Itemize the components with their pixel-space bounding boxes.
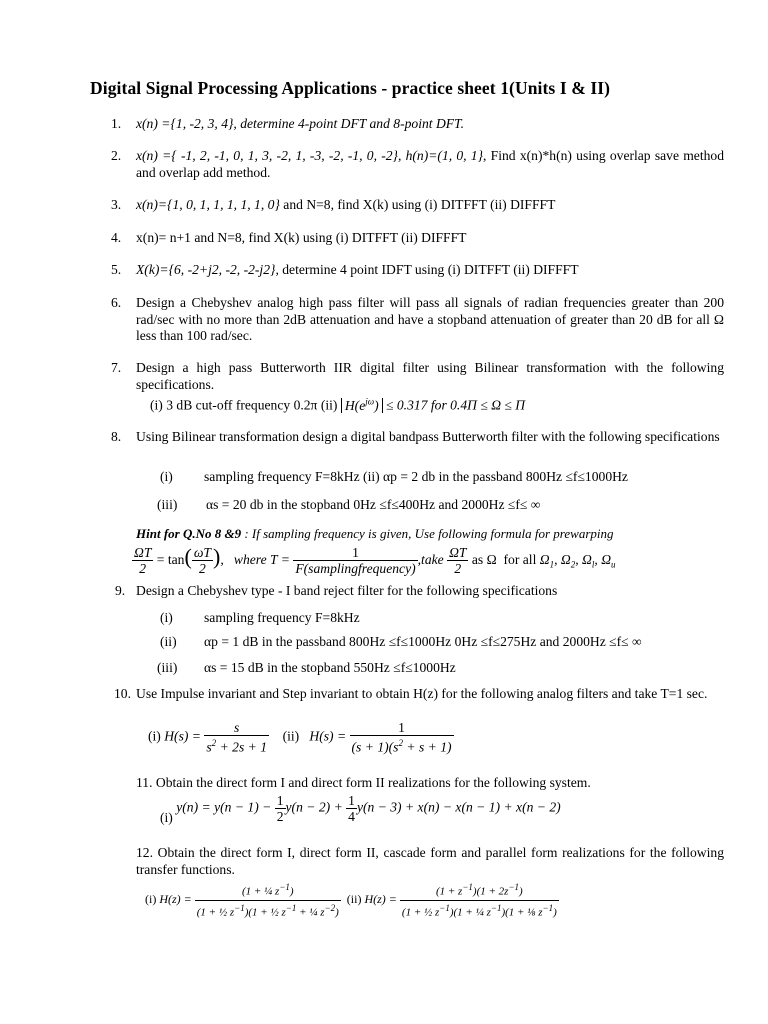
q8-spec-row-1-text: sampling frequency F=8kHz (ii) αp = 2 db in the passband 800Hz ≤f≤1000Hz	[204, 469, 628, 484]
sequence-text: x(n)={1, 0, 1, 1, 1, 1, 1, 0}	[136, 197, 280, 212]
question-number: 5.	[111, 262, 122, 277]
spec-label: (i)	[160, 469, 173, 484]
q7-spec-cutoff: (i) 3 dB cut-off frequency 0.2π (ii)	[150, 397, 338, 413]
q9-spec-text: αs = 15 dB in the stopband 550Hz ≤f≤1000Hz	[204, 660, 456, 675]
question-number: 10.	[114, 686, 131, 701]
q9-spec-text: sampling frequency F=8kHz	[204, 610, 360, 625]
question-text: Design a Chebyshev analog high pass filter will pass all signals of radian frequencies greater than 200 rad/sec with no more than 2dB attenuation and have a stopband attenuation of greater than 20 dB for all Ω less than 100 rad/sec.	[136, 295, 724, 343]
q9-spec-text: αp = 1 dB in the passband 800Hz ≤f≤1000Hz 0Hz ≤f≤275Hz and 2000Hz ≤f≤ ∞	[204, 634, 642, 649]
question-11: 11. Obtain the direct form I and direct form II realizations for the following system.	[136, 775, 591, 790]
question-12: 12. Obtain the direct form I, direct form II, cascade form and parallel form realizations for the following transfer functions.	[136, 845, 724, 877]
q11-difference-equation: (i) y(n) = y(n − 1) − $\frac{1}{2}$ y(n − 2) + $\frac{1}{4}$ y(n − 3) + x(n) − x(n − 1) + x(n − 2)	[160, 793, 561, 825]
question-text: x(n)= n+1 and N=8, find X(k) using (i) DITFFT (ii) DIFFFT	[136, 230, 467, 245]
question-number: 2.	[111, 148, 122, 163]
q7-specifications	[150, 396, 525, 414]
question-number: 1.	[111, 116, 122, 131]
hint-text	[136, 526, 614, 542]
sequence-text: x(n) ={ -1, 2, -1, 0, 1, 3, -2, 1, -3, -2, -1, 0, -2}, h(n)=(1, 0, 1}	[136, 148, 484, 163]
question-text: Using Bilinear transformation design a digital bandpass Butterworth filter with the following specifications	[136, 429, 720, 444]
q8-spec-row-2: (iii)	[157, 497, 178, 512]
question-text: , Find x(n)*h(n) using overlap save method and overlap add method.	[136, 148, 724, 180]
prewarping-formula: $\frac{\Omega T}{2}$ = tan( $\frac{\omega T}{2}$ ), where T = $\frac{1}{\text{F(samplingfrequency)}}$ ,take $\frac{\Omega T}{2}$ as Ω for all $\Omega_1$, $\Omega_2$, $\Omega_l$, $\Omega_u$	[134, 544, 616, 577]
q8-spec-row-1	[160, 469, 173, 485]
question-number: 3.	[111, 197, 122, 212]
question-text: x(n) ={1, -2, 3, 4}, determine 4-point DFT and 8-point DFT.	[136, 116, 465, 131]
hint-label: Hint for Q.No 8 &9	[136, 526, 242, 541]
question-number: 9.	[115, 583, 126, 598]
question-number: 4.	[111, 230, 122, 245]
question-text: Design a high pass Butterworth IIR digital filter using Bilinear transformation with the following specifications.	[136, 360, 724, 392]
question-text: Design a Chebyshev type - I band reject filter for the following specifications	[136, 583, 558, 598]
q9-spec-label: (ii)	[160, 634, 177, 649]
q7-spec-stopband: ≤ 0.317 for 0.4Π ≤ Ω ≤ Π	[386, 397, 526, 413]
q9-spec-label: (i)	[160, 610, 173, 625]
q9-spec-label: (iii)	[157, 660, 178, 675]
hint-body: : If sampling frequency is given, Use following formula for prewarping	[241, 526, 614, 541]
page-title: Digital Signal Processing Applications - practice sheet 1(Units I & II)	[90, 78, 611, 98]
question-text: Use Impulse invariant and Step invariant to obtain H(z) for the following analog filters and take T=1 sec.	[136, 686, 708, 701]
sequence-text: X(k)={6, -2+j2, -2, -2-j2}	[136, 262, 276, 277]
magnitude-expression: $H(e^{j\omega})$	[341, 398, 383, 413]
question-number: 7.	[111, 360, 122, 375]
q12-transfer-functions: (i) H(z) = $\frac{(1 + \frac{1}{4} z^{-1})}{(1 + \frac{1}{2} z^{-1})(1 + \frac{1}{2} z^{-1} + \frac{1}{4} z^{-2})}$ (ii) H(z) = $\frac{(1 + z^{-1})(1 + 2z^{-1})}{(1 + \frac{1}{2} z^{-1})(1 + \frac{1}{4} z^{-1})(1 + \frac{1}{8} z^{-1})}$	[145, 882, 557, 919]
question-text: , determine 4 point IDFT using (i) DITFFT (ii) DIFFFT	[275, 262, 579, 277]
question-number: 8.	[111, 429, 122, 444]
question-text: and N=8, find X(k) using (i) DITFFT (ii) DIFFFT	[279, 197, 556, 212]
q8-spec-row-2-text: αs = 20 db in the stopband 0Hz ≤f≤400Hz and 2000Hz ≤f≤ ∞	[206, 497, 541, 512]
q10-transfer-functions: (i) H(s) = $\frac{s}{s^2 + 2s + 1}$ (ii) H(s) = $\frac{1}{(s + 1)(s^2 + s + 1)}$	[148, 720, 452, 755]
question-number: 6.	[111, 295, 122, 310]
